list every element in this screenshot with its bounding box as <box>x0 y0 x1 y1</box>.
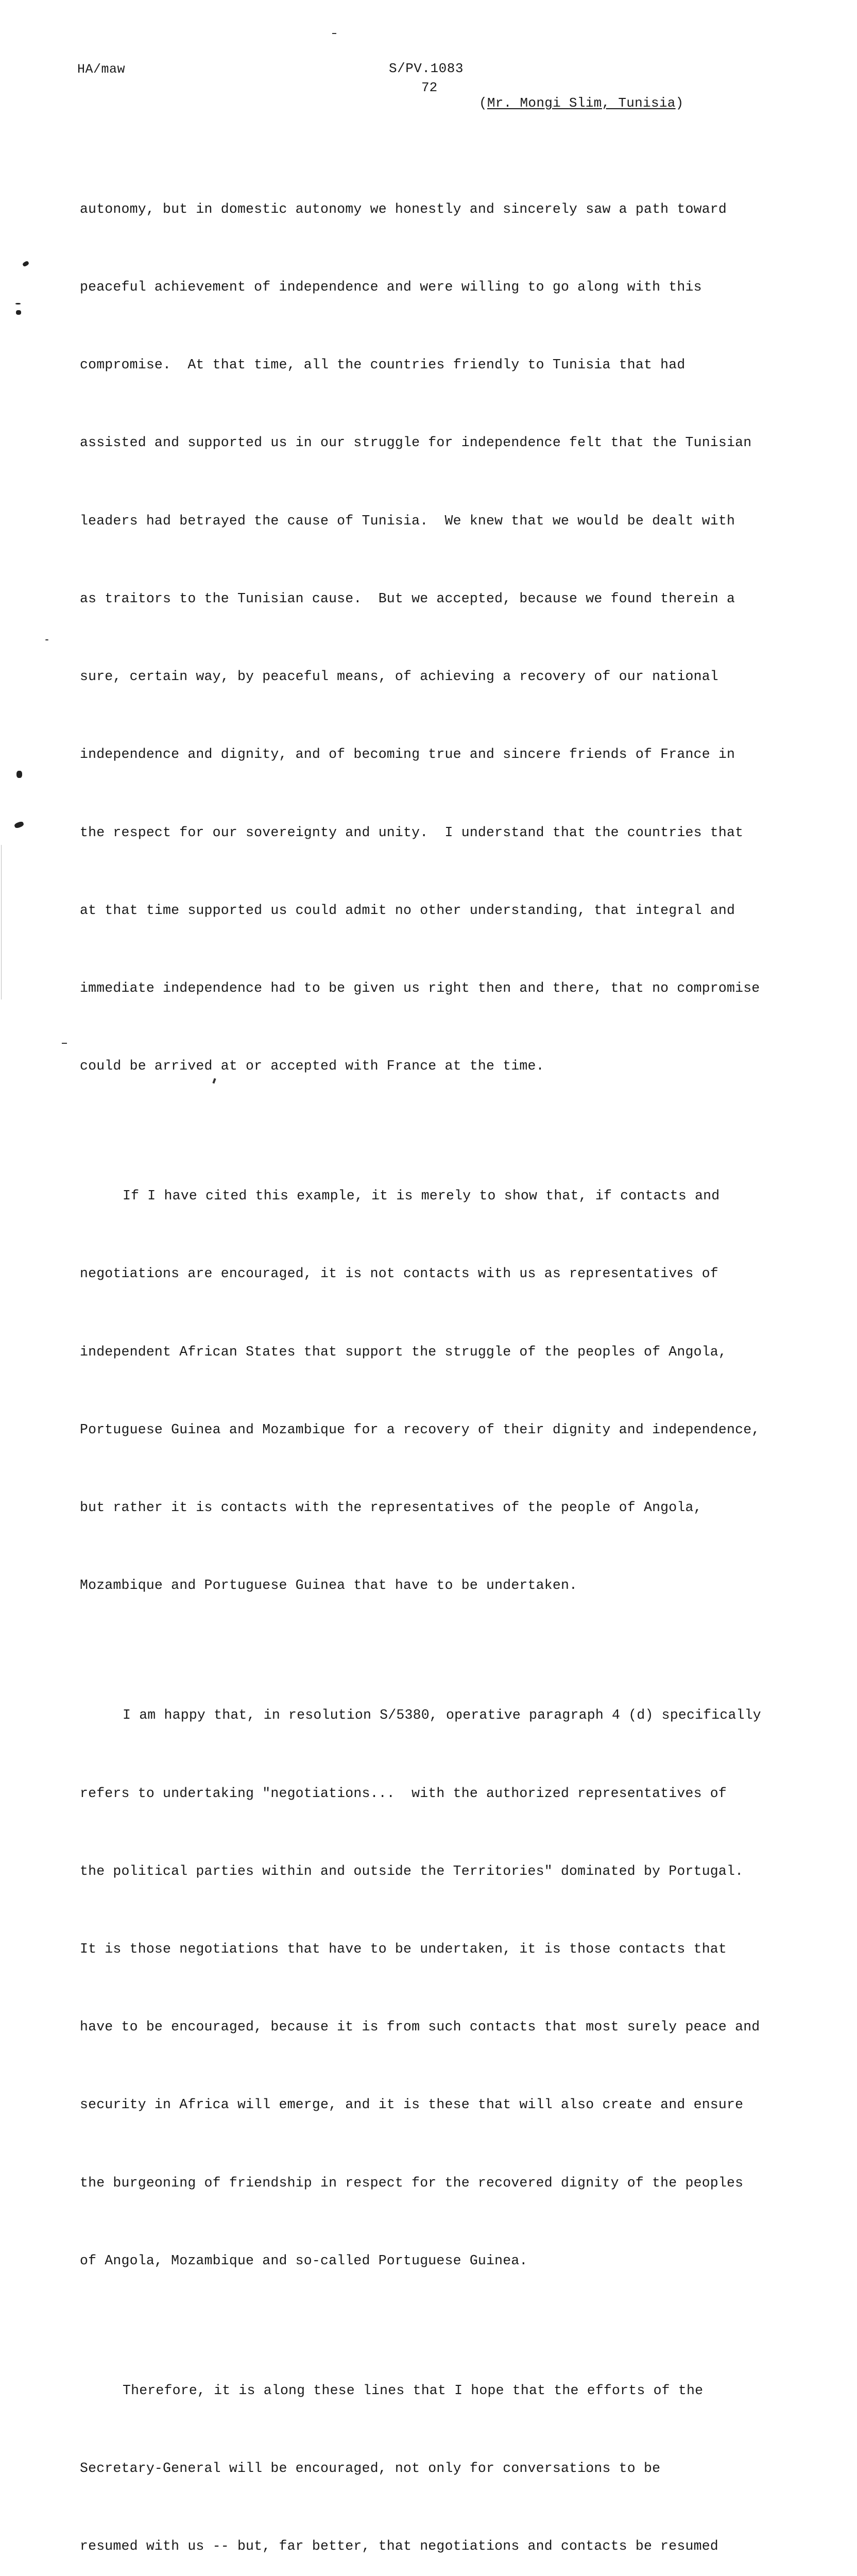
paragraph <box>80 144 801 1131</box>
text-line: Mozambique and Portuguese Guinea that have to be undertaken. <box>80 1578 578 1594</box>
text-line: autonomy, but in domestic autonomy we honestly and sincerely saw a path toward <box>80 201 727 217</box>
text-line: as traitors to the Tunisian cause. But we accepted, because we found therein a <box>80 590 735 606</box>
text-line: independence and dignity, and of becoming true and sincere friends of France in <box>80 747 735 762</box>
text-line: negotiations are encouraged, it is not contacts with us as representatives of <box>80 1266 718 1282</box>
document-symbol: S/PV.1083 <box>389 61 464 76</box>
speaker-name: Mr. Mongi Slim, Tunisia <box>487 95 676 111</box>
text-line: Portuguese Guinea and Mozambique for a recovery of their dignity and independence, <box>80 1421 760 1437</box>
text-line: the respect for our sovereignty and unity. I understand that the countries that <box>80 824 744 840</box>
text-line: resumed with us -- but, far better, that negotiations and contacts be resumed <box>80 2538 718 2554</box>
text-line: independent African States that support the struggle of the peoples of Angola, <box>80 1344 727 1360</box>
text-line: the burgeoning of friendship in respect for the recovered dignity of the peoples <box>80 2175 744 2191</box>
scan-speck <box>14 821 24 829</box>
text-line: refers to undertaking "negotiations... with the authorized representatives of <box>80 1785 727 1801</box>
text-line: but rather it is contacts with the representatives of the people of Angola, <box>80 1500 702 1516</box>
text-line: have to be encouraged, because it is from such contacts that most surely peace and <box>80 2019 760 2035</box>
speech-body <box>80 144 801 2576</box>
scan-speck <box>16 771 22 778</box>
speaker-heading <box>479 95 684 111</box>
text-line: sure, certain way, by peaceful means, of achieving a recovery of our national <box>80 669 718 685</box>
reference-code: HA/maw <box>77 62 126 77</box>
scan-mark <box>332 33 336 34</box>
text-line: at that time supported us could admit no other understanding, that integral and <box>80 902 735 918</box>
text-line: assisted and supported us in our struggle for independence felt that the Tunisian <box>80 435 752 451</box>
text-line: It is those negotiations that have to be undertaken, it is those contacts that <box>80 1941 727 1957</box>
text-line: of Angola, Mozambique and so-called Portuguese Guinea. <box>80 2252 528 2268</box>
text-line: could be arrived at or accepted with France at the time. <box>80 1058 544 1074</box>
page-number: 72 <box>421 80 438 95</box>
speaker-close-paren: ) <box>675 95 684 111</box>
paragraph <box>80 1131 801 1650</box>
scan-speck <box>22 261 29 267</box>
text-line: I am happy that, in resolution S/5380, operative paragraph 4 (d) specifically <box>123 1707 761 1723</box>
text-line: the political parties within and outside the Territories" dominated by Portugal. <box>80 1863 744 1879</box>
scan-speck <box>45 639 48 640</box>
paragraph <box>80 2326 801 2576</box>
text-line: security in Africa will emerge, and it is these that will also create and ensure <box>80 2097 744 2113</box>
text-line: Secretary-General will be encouraged, not only for conversations to be <box>80 2461 661 2477</box>
text-line: compromise. At that time, all the countries friendly to Tunisia that had <box>80 357 685 373</box>
scan-mark <box>1 845 2 999</box>
speaker-open-paren: ( <box>479 95 487 111</box>
scan-mark <box>62 1043 67 1044</box>
paragraph <box>80 1651 801 2326</box>
scan-speck <box>16 310 21 315</box>
text-line: peaceful achievement of independence and were willing to go along with this <box>80 279 702 295</box>
text-line: Therefore, it is along these lines that I hope that the efforts of the <box>123 2382 704 2398</box>
text-line: immediate independence had to be given us right then and there, that no compromise <box>80 980 760 996</box>
scan-speck <box>15 303 21 304</box>
text-line: leaders had betrayed the cause of Tunisia. We knew that we would be dealt with <box>80 513 735 529</box>
text-line: If I have cited this example, it is merely to show that, if contacts and <box>123 1188 720 1204</box>
